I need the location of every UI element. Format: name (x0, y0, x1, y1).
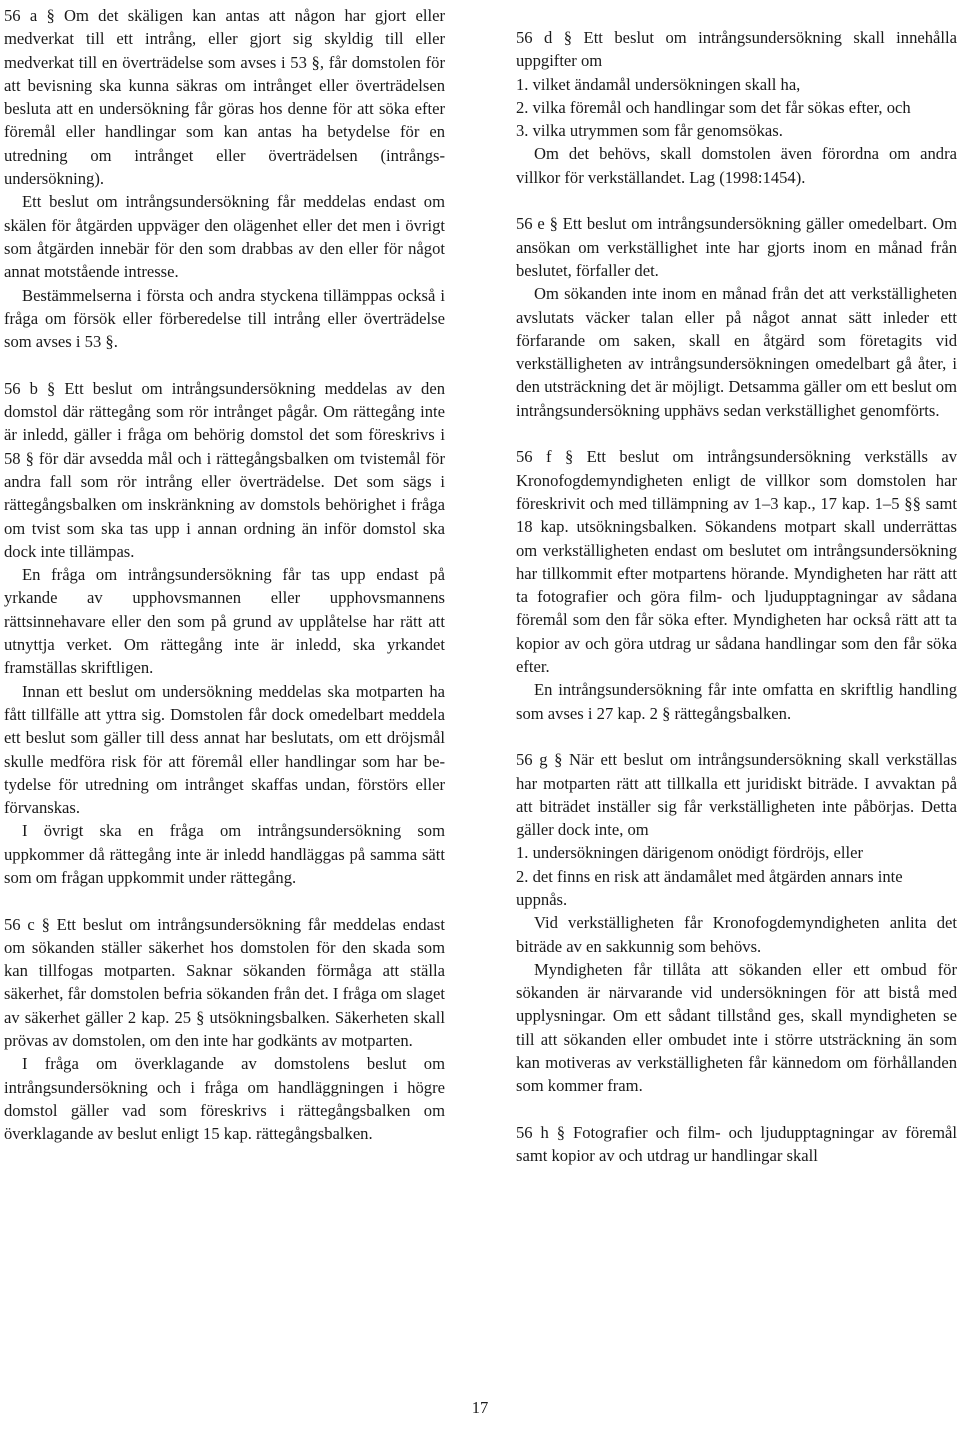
section-56g-list-item-2: 2. det finns en risk att ändamålet med åtgärden annars inte uppnås. (516, 866, 903, 909)
section-56b-paragraph-4: I övrigt ska en fråga om intrångsundersökning som uppkommer då rättegång inte är inledd handläggas på samma sätt som om frågan uppkommit under rättegång. (4, 821, 445, 887)
section-56d-paragraph-2: Om det behövs, skall domstolen även förordna om andra villkor för verkställandet. Lag (1998:1454). (516, 144, 957, 187)
section-56a-paragraph-2: Ett beslut om intrångsundersökning får meddelas endast om skälen för åtgärden uppväger den olägenhet eller det men i övrigt som åtgärden innebär för den som drabbas av den eller för något annat motstående intresse. (4, 192, 445, 282)
section-56e-paragraph-1: 56 e § Ett beslut om intrångsundersökning gäller omedelbart. Om ansökan om verkställighet inte har gjorts inom en månad från beslutet, förfaller det. (516, 214, 957, 280)
section-56g-paragraph-2: Vid verkställigheten får Kronofogdemyndigheten anlita det biträde av en sakkunnig som behövs. (516, 913, 957, 956)
section-56f-paragraph-2: En intrångsundersökning får inte omfatta en skriftlig handling som avses i 27 kap. 2 § rättegångsbalken. (516, 680, 957, 723)
section-56d-paragraph-1: 56 d § Ett beslut om intrångsundersökning skall innehålla uppgifter om (516, 28, 957, 71)
right-column (516, 26, 957, 1168)
section-56f-paragraph-1: 56 f § Ett beslut om intrångsundersökning verkställs av Kronofogdemyndigheten enligt de villkor som domstolen har föreskrivit och med tillämpning av 1–3 kap., 17 kap. 1–5 §§ samt 18 kap. utsökningsbalken. Sökandens motpart skall underrättas om verkställigheten endast om beslutet om intrångsundersökning har tillkommit efter motpartens hörande. Myndigheten har rätt att ta fotografier och göra film- och ljudupptagningar av sådana föremål som den får söka efter. Myndigheten har också rätt att ta kopior av och göra utdrag ur sådana handlingar som den får söka efter. (516, 447, 957, 677)
section-56d-list-item-1: 1. vilket ändamål undersökningen skall ha, (516, 74, 801, 94)
section-56d-list-item-3: 3. vilka utrymmen som får genomsökas. (516, 121, 783, 141)
section-56h-paragraph-1: 56 h § Fotografier och film- och ljudupptagningar av föremål samt kopior av och utdrag ur handlingar skall (516, 1122, 957, 1166)
section-56e-paragraph-2: Om sökanden inte inom en månad från det att verkställigheten avslutats väcker talan eller på något annat sätt inleder ett förfarande om saken, skall en åtgärd som företagits vid verkställigheten av intrångsundersökningen omedelbart gå åter, i den utsträckning det är möjligt. Detsamma gäller om ett beslut om intrångsundersökning upphävs sedan verkställighet genomförts. (516, 284, 957, 420)
section-56b-paragraph-1: 56 b § Ett beslut om intrångsundersökning meddelas av den domstol där rättegång som rör intrånget pågår. Om rättegång inte är inledd, gäller i fråga om behörig domstol det som föreskrivs i 58 § för där avsedda mål och i rättegångsbalken om tvistemål för andra fall som rör intrång eller överträdelse. Det som sägs i rättegångsbalken om inskränkning av domstols behörighet i fråga om tvist som ska tas upp i annan ordning än inför domstol ska dock inte tillämpas. (4, 378, 445, 561)
section-56b-paragraph-3: Innan ett beslut om undersökning meddelas ska motparten ha fått tillfälle att yttra sig. Domstolen får dock omedelbart meddela ett beslut som gäller till dess annat har beslutats, om ett dröjsmål skulle medföra risk för att föremål eller handlingar som har betydelse för utredning om intrånget skaffas undan, förstörs eller förvanskas. (4, 681, 445, 818)
section-56g-list-item-1: 1. undersökningen därigenom onödigt fördröjs, eller (516, 843, 864, 863)
section-56g-paragraph-3: Myndigheten får tillåta att sökanden eller ett ombud för sökanden är närvarande vid undersökningen för att bistå med upplysningar. Om ett sådant tillstånd ges, skall myndigheten se till att sökanden eller ombudet inte i större utsträckning än som kan motiveras av verkställigheten får kännedom om förhållanden som kommer fram. (516, 959, 957, 1096)
section-56c-paragraph-2: I fråga om överklagande av domstolens beslut om intrångsundersökning och i fråga om handläggningen i högre domstol gäller vad som föreskrivs i rättegångsbalken om överklagande av beslut enligt 15 kap. rättegångsbalken. (4, 1054, 445, 1144)
left-column (4, 4, 445, 1146)
section-56d-list-item-2: 2. vilka föremål och handlingar som det får sökas efter, och (516, 97, 911, 117)
page-number: 17 (471, 1398, 489, 1417)
section-56b-paragraph-2: En fråga om intrångsundersökning får tas upp endast på yrkande av upphovsmannen eller upphovsmannens rättsinnehavare eller den som på grund av upplåtelse har rätt att utnyttja verket. Om rättegång inte är inledd, ska yrkandet framställas skriftligen. (4, 565, 445, 678)
section-56a-paragraph-1: 56 a § Om det skäligen kan antas att någon har gjort eller medverkat till ett intrång, eller gjort sig skyldig till eller medverkat till en överträdelse som avses i 53 §, får domstolen för att bevisning ska kunna säkras om intrånget eller överträdelsen besluta att en undersökning får göras hos denne för att söka efter föremål eller handlingar som kan antas ha betydelse för en utredning om intrånget eller överträdelsen (intrångsundersökning). (4, 6, 445, 189)
section-56a-paragraph-3: Bestämmelserna i första och andra styckena tillämppas också i fråga om försök eller förberedelse till intrång eller överträdelse som avses i 53 §. (4, 285, 445, 352)
section-56g-paragraph-1: 56 g § När ett beslut om intrångsundersökning skall verkställas har motparten rätt att tillkalla ett juridiskt biträde. I avvaktan på att biträdet inställer sig får verkställigheten inte påbörjas. Detta gäller dock inte, om (516, 750, 957, 840)
section-56c-paragraph-1: 56 c § Ett beslut om intrångsundersökning får meddelas endast om sökanden ställer säkerhet hos domstolen för den skada som kan tillfogas motparten. Saknar sökanden förmåga att ställa säkerhet, får domstolen befria sökanden från det. I fråga om slaget av säkerhet gäller 2 kap. 25 § utsökningsbalken. Säkerheten skall prövas av domstolen, om den inte har godkänts av motparten. (4, 914, 445, 1051)
